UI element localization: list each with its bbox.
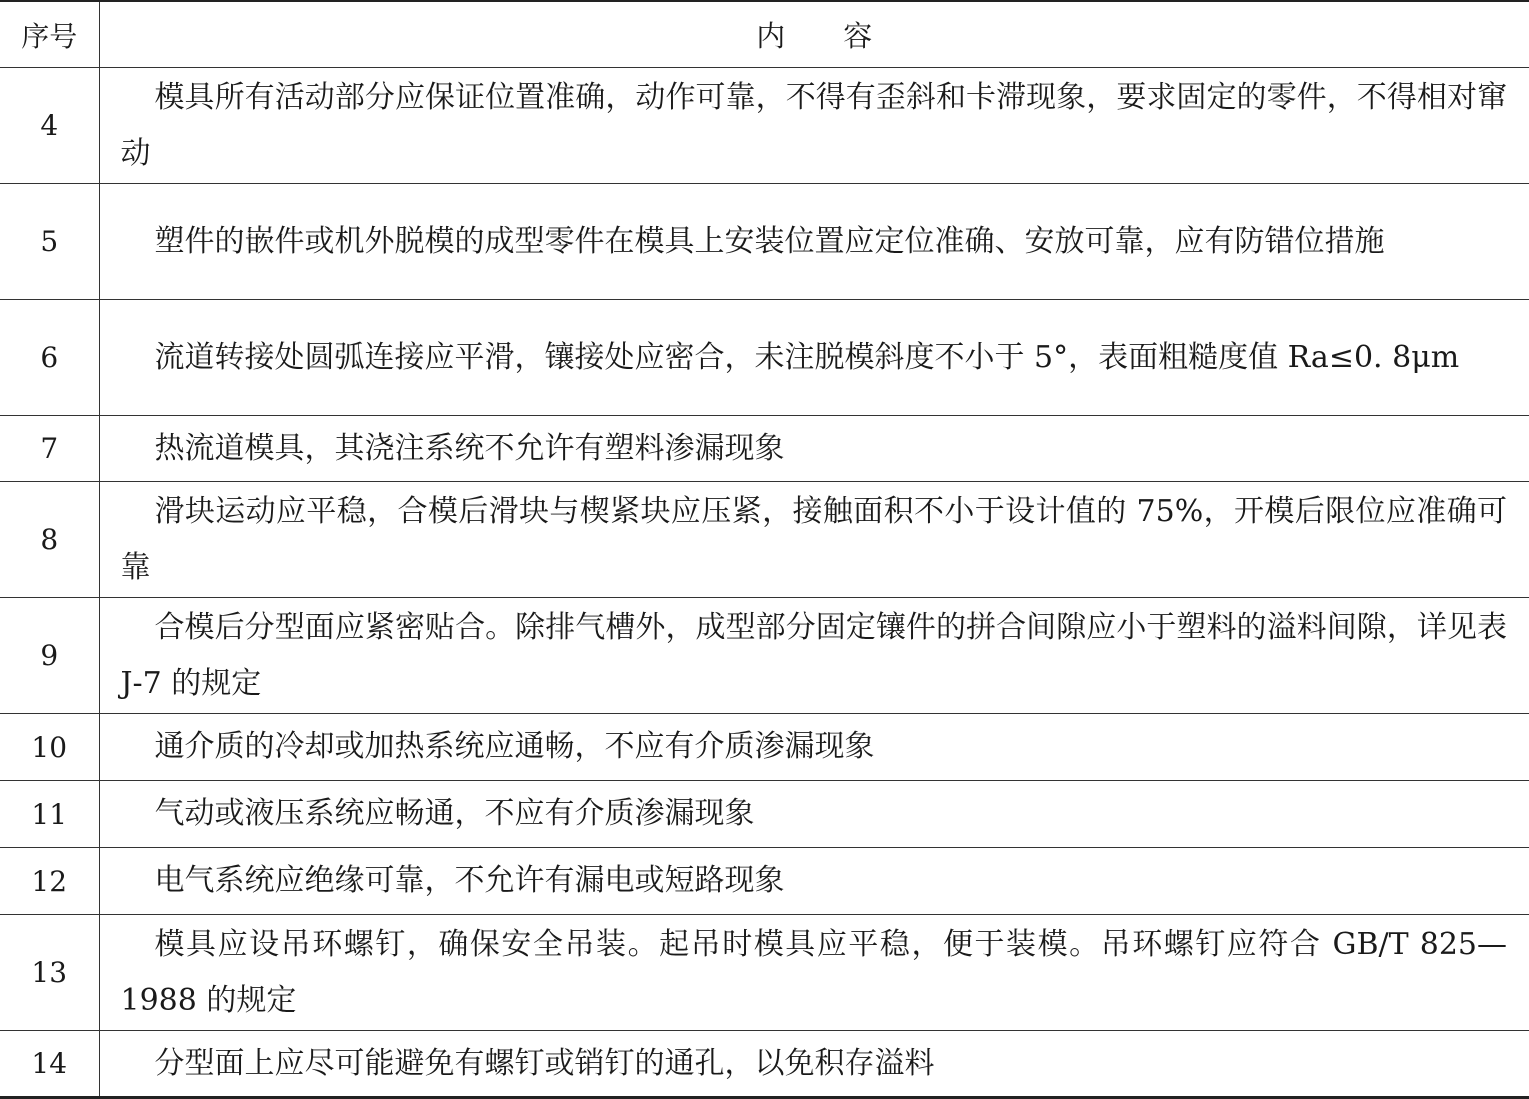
- row-content: 塑件的嵌件或机外脱模的成型零件在模具上安装位置应定位准确、安放可靠，应有防错位措施: [99, 184, 1529, 300]
- table-header: [0, 1, 1529, 68]
- row-content: 模具应设吊环螺钉，确保安全吊装。起吊时模具应平稳，便于装模。吊环螺钉应符合 GB/T 825—1988 的规定: [99, 915, 1529, 1031]
- table-row: [0, 714, 1529, 781]
- row-number: 7: [0, 416, 99, 482]
- row-content: 热流道模具，其浇注系统不允许有塑料渗漏现象: [99, 416, 1529, 482]
- row-number: 5: [0, 184, 99, 300]
- table-row: [0, 184, 1529, 300]
- row-number: 11: [0, 781, 99, 848]
- row-content: 合模后分型面应紧密贴合。除排气槽外，成型部分固定镶件的拼合间隙应小于塑料的溢料间隙，详见表 J-7 的规定: [99, 598, 1529, 714]
- table-row: [0, 781, 1529, 848]
- row-content: 滑块运动应平稳，合模后滑块与楔紧块应压紧，接触面积不小于设计值的 75%，开模后限位应准确可靠: [99, 482, 1529, 598]
- table-row: [0, 1031, 1529, 1098]
- row-number: 8: [0, 482, 99, 598]
- table-row: [0, 482, 1529, 598]
- row-number: 13: [0, 915, 99, 1031]
- row-content: 分型面上应尽可能避免有螺钉或销钉的通孔，以免积存溢料: [99, 1031, 1529, 1098]
- row-content: 流道转接处圆弧连接应平滑，镶接处应密合，未注脱模斜度不小于 5°，表面粗糙度值 Ra≤0. 8μm: [99, 300, 1529, 416]
- header-row: [0, 1, 1529, 68]
- row-number: 6: [0, 300, 99, 416]
- table-row: [0, 598, 1529, 714]
- table-row: [0, 68, 1529, 184]
- table-row: [0, 848, 1529, 915]
- row-number: 9: [0, 598, 99, 714]
- table-row: [0, 300, 1529, 416]
- row-content: 气动或液压系统应畅通，不应有介质渗漏现象: [99, 781, 1529, 848]
- row-number: 12: [0, 848, 99, 915]
- row-number: 4: [0, 68, 99, 184]
- row-number: 14: [0, 1031, 99, 1098]
- header-content: 内 容: [99, 1, 1529, 68]
- table-body: [0, 68, 1529, 1098]
- table-row: [0, 416, 1529, 482]
- row-content: 通介质的冷却或加热系统应通畅，不应有介质渗漏现象: [99, 714, 1529, 781]
- header-number: 序号: [0, 1, 99, 68]
- table-row: [0, 915, 1529, 1031]
- row-content: 电气系统应绝缘可靠，不允许有漏电或短路现象: [99, 848, 1529, 915]
- row-number: 10: [0, 714, 99, 781]
- row-content: 模具所有活动部分应保证位置准确，动作可靠，不得有歪斜和卡滞现象，要求固定的零件，不得相对窜动: [99, 68, 1529, 184]
